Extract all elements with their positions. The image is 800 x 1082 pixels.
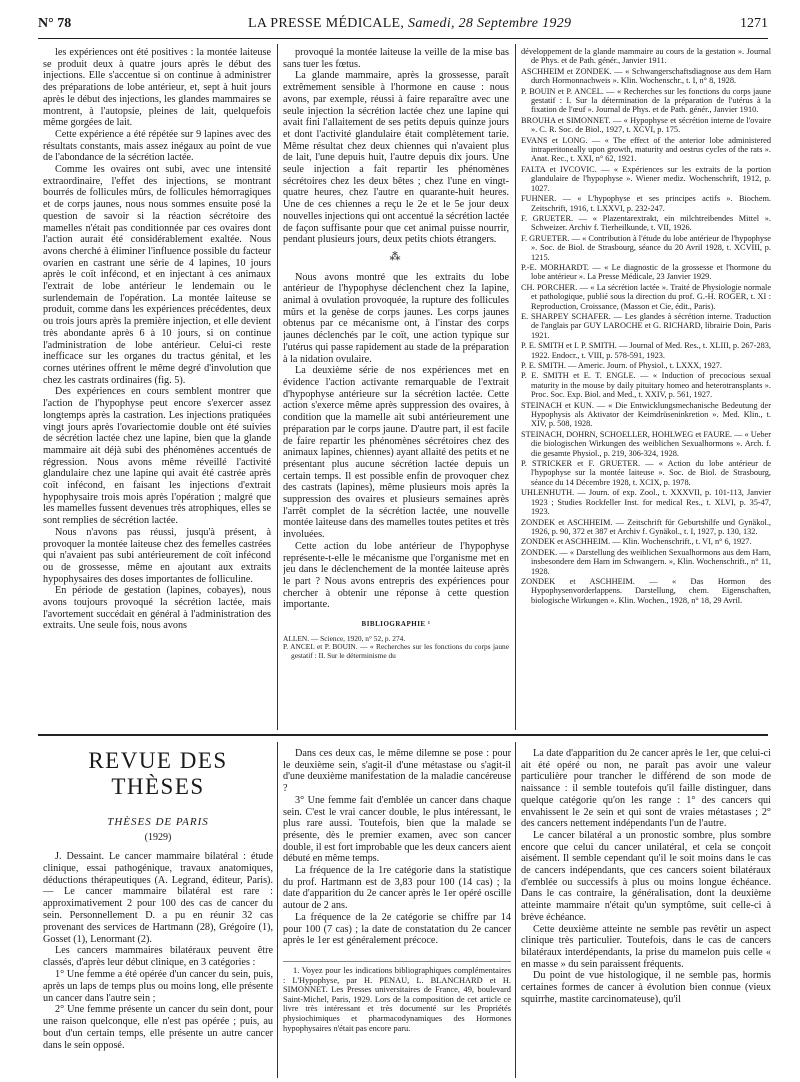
paragraph: Nous n'avons pas réussi, jusqu'à présent, à provoquer la montée laiteuse chez des femelles castrées qui n'avaient pas subi antérieurement de coït infécond ou de grossesse, même en ajoutant aux extraits hypophysaires des doses importantes de folliculine. [43,526,271,585]
bibliography-entry: ZONDEK et ASCHHEIM. — « Das Hormon des Hypophysenvorderlappens. Darstellung, chem. Eigenschaften, biologische Wirkungen ». Klin. Wochen., 1928, n° 18, 29 Avril. [521,576,771,605]
paragraph: Cette expérience a été répétée sur 9 lapines avec des résultats constants, mais assez inégaux au point de vue de l'abondance de la sécrétion lactée. [43,128,271,164]
section-asterism: ⁂ [389,250,403,263]
paragraph: Du point de vue histologique, il ne semble pas, hormis certaines formes de cancer à évolution bien connue (vieux squirrhe, mastite carcinomateuse), qu'il [521,970,771,1005]
paragraph: En période de gestation (lapines, cobayes), nous avons toujours provoqué la sécrétion lactée, mais l'avortement succédait en général à l'administration des extraits. Une seule fois, nous avons [43,585,271,632]
bibliography-entry: FALTA et IVCOVIC. — « Expériences sur les extraits de la portion glandulaire de l'hypophyse ». Wiener mediz. Wochenschrift, 1912, p. 1027. [521,164,771,193]
issue-date: Samedi, 28 Septembre 1929 [408,16,572,31]
bibliography-entry: ZONDEK. — « Darstellung des weiblichen Sexualhormons aus dem Harn, insbesondere dem Harn im Schwangern. », Klin. Wochenschrift., n° 11, 1928. [521,547,771,576]
bibliography-entry: STEINACH, DOHRN, SCHOELLER, HOHLWEG et FAURE. — « Ueber die biologischen Wirkungen des weiblichen Sexualhormons ». Arch. f. die gesamte Physiol., p. 219, 306-324, 1928. [521,429,771,458]
bibliography-entry: P. BOUIN et P. ANCEL. — « Recherches sur les fonctions du corps jaune gestatif : I. Sur la détermination de la préparation de l'utérus à la fixation de l'œuf ». Journal de Phys. et de Path. génér., Janvier 1910. [521,86,771,115]
bibliography-entry: P. E. SMITH. — Americ. Journ. of Physiol., t. LXXX, 1927. [521,361,722,370]
paragraph: La fréquence de la 2e catégorie se chiffre par 14 pour 100 (7 cas) ; la date de constatation du 2e cancer après le 1er est généralement précoce. [283,911,511,947]
bibliography-entry: ZONDEK et ASCHHEIM. — Zeitschrift für Geburtshilfe und Gynäkol., 1926, p. 90, 372 et 387 et Archiv f. Gynäkol., t. I, 1927, p. 130, 132. [521,517,771,536]
bibliography-entry: ASCHHEIM et ZONDEK. — « Schwangerschaftsdiagnose aus dem Harn durch Hormonnachweis ». Klin. Wochenschr., t. I, n° 8, 1928. [521,66,771,86]
bibliography-entry: EVANS et LONG. — « The effect of the anterior lobe administered intraperitoneally upon growth, maturity and oestrus cycles of the rats ». Anat. Rec., t. XXI, n° 62, 1921. [521,135,771,164]
bibliography-start [283,635,509,661]
section-title: REVUE DES THÈSES [88,748,228,799]
bibliography-heading: BIBLIOGRAPHIE ¹ [361,620,431,629]
paragraph: Le cancer bilatéral a un pronostic sombre, plus sombre encore que celui du cancer unilatéral, et cela se conçoit aisément. Il semble cependant qu'il le soit moins dans le cas de cancers indépendants, que ces cancers soient bilatéraux d'emblée ou successifs à plus ou moins longue échéance. Dans le cas contraire, la généralisation, dont la deuxième atteinte mammaire n'était qu'un symptôme, suit celle-ci à brève échéance. [521,829,771,923]
review-column-3 [521,748,771,1078]
section-rule [38,734,768,736]
paragraph: 1° Une femme a été opérée d'un cancer du sein, puis, après un laps de temps plus ou moins long, elle présente un cancer dans l'autre sein ; [43,968,273,1004]
bibliography-entry: CH. PORCHER. — « La sécrétion lactée ». Traité de Physiologie normale et pathologique, publié sous la direction du prof. G.-H. ROGER, t. XI : Reproduction, Croissance, (Masson et Cie, édit., Paris). [521,282,771,311]
article-column-2 [283,47,509,727]
page-number: 1271 [740,16,768,31]
bibliography-entry: UHLENHUTH. — Journ. of exp. Zool., t. XXXVII, p. 101-113, Janvier 1923 ; Studies Rockfeller Inst. for medical Res., t. XLVI, p. 35-47, 1923. [521,488,771,517]
column-divider [515,44,516,730]
bibliography-entry: P.-E. MORHARDT. — « Le diagnostic de la grossesse et l'hormone du lobe antérieur ». La Presse Médicale, 23 Janvier 1929. [521,262,771,282]
thesis-review-section [43,748,273,1052]
bibliography-entry: F. GRUETER. — « Contribution à l'étude du lobe antérieur de l'hypophyse ». Soc. de Biol. de Strasbourg, séance du 20 Avril 1928, t. XCVIII, p. 1215. [521,233,771,262]
bibliography-column [521,47,771,737]
bibliography-entry: développement de la glande mammaire au cours de la gestation ». Journal de Phys. et de Path. génér., Janvier 1911. [521,47,771,66]
bibliography-entry: P. ANCEL et P. BOUIN. — « Recherches sur les fonctions du corps jaune gestatif : II. Sur le déterminisme du [283,642,509,660]
footnote-text: 1. Voyez pour les indications bibliographiques complémentaires : L'Hypophyse, par H. PENAU, L. BLANCHARD et H. SIMONNET. Les Presses universitaires de France, 49, boulevard Saint-Michel, Paris, 1929. Lors de la composition de cet article ce livre très intéressant et très documenté sur les Propriétés physiochimiques et pharmacodynamiques des Hormones hypophysaires n'était pas encore paru. [283,965,511,1033]
bibliography-entry: FUHNER. — « L'hypophyse et ses principes actifs ». Biochem. Zeitschrift, 1916, t. LXXVI, p. 232-247. [521,194,771,213]
bibliography-entry: P. STRICKER et F. GRUETER. — « Action du lobe antérieur de l'hypophyse sur la montée laiteuse ». Soc. de Biol. de Strasbourg, séance du 14 Décembre 1928, t. XCIX, p. 1978. [521,459,771,487]
header-rule [38,38,768,39]
paragraph: Cette deuxième atteinte ne semble pas revêtir un aspect clinique très particulier. Toutefois, dans le cas de cancers bilatéraux interdépendants, la prise du mamelon puis celle « en masse » du sein paraissent fréquents. [521,923,771,970]
paragraph: 3° Une femme fait d'emblée un cancer dans chaque sein. C'est le vrai cancer double, le plus intéressant, le plus rare aussi. Toutefois, bien que la malade se présente, dès le premier examen, avec son cancer double, il est fort improbable que les deux cancers aient débuté en même temps. [283,794,511,865]
paragraph: Comme les ovaires ont subi, avec une intensité extraordinaire, l'effet des injections, se montrant bourrés de follicules mûrs, de follicules hémorragiques et de corps jaunes, nous nous sommes ensuite posé la question de savoir si la réaction sécrétoire des mamelles n'était pas conditionnée par ces ovaires dont l'action aurait été considérablement exaltée. Nous avons cherché à éliminer l'influence possible du facteur ovarien en castrant une série de 4 lapines, 10 jours après le coït infécond, et en injectant à ces animaux l'extrait de lobe antérieur le lendemain ou le surlendemain de l'opération. La montée laiteuse se produit, comme dans les expériences précédentes, deux ou trois jours après la première injection, et elle devient très abondante après 6 à 10 jours, si on continue l'administration de lobe antérieur. Celui-ci reste inefficace sur les organes du tractus génital, et les cornes utérines offrent le même degré d'involution que chez les castrats ordinaires (fig. 5). [43,164,271,386]
bibliography-entry: F. GRUETER. — « Plazentarextrakt, ein milchtreibendes Mittel ». Schweizer. Archiv f. Tierheilkunde, t. VII, 1926. [521,213,771,233]
paragraph: Les cancers mammaires bilatéraux peuvent être classés, d'après leur début clinique, en 3 catégories : [43,945,273,969]
paragraph: 2° Une femme présente un cancer du sein dont, pour une raison quelconque, elle n'est pas opérée ; puis, au bout d'un certain temps, elle présente un autre cancer dans le sein opposé. [43,1004,273,1051]
section-year: (1929) [144,832,172,843]
footnote [283,961,511,1033]
column-divider [515,742,516,1078]
column-divider [277,44,278,730]
journal-title: LA PRESSE MÉDICALE, Samedi, 28 Septembre 1929 [248,16,572,31]
bibliography-entry: ZONDEK et ASCHHEIM. — Klin. Wochenschrift., t. VI, n° 6, 1927. [521,537,752,547]
article-column-1 [43,47,271,727]
bibliography-entry: BROUHA et SIMONNET. — « Hypophyse et sécrétion interne de l'ovaire ». C. R. Soc. de Biol., 1927, t. XCVI, p. 175. [521,115,771,135]
section-subtitle: THÈSES DE PARIS [107,816,209,828]
bibliography-entry: P. E. SMITH et E. T. ENGLE. — « Induction of precocious sexual maturity in the mouse by daily pituitary homeo and heterotransplants ». Proc. Soc. Exp. Biol. and Med., t. XXIV, p. 561, 1927. [521,371,771,400]
page-header [38,14,768,36]
paragraph: Dans ces deux cas, le même dilemne se pose : pour le deuxième sein, s'agit-il d'une métastase ou s'agit-il d'une deuxième manifestation de la maladie cancéreuse ? [283,748,511,795]
paragraph: J. Dessaint. Le cancer mammaire bilatéral : étude clinique, essai pathogénique, travaux anatomiques, déductions thérapeutiques (A. Legrand, éditeur, Paris). — Le cancer mammaire bilatéral est rare : approximativement 2 pour 100 des cas de cancer du sein. Personnellement D. a pu en réunir 32 cas provenant des services de Hartmann (28), Grégoire (1), Gosset (1), Lenormant (2). [43,851,273,945]
paragraph: La date d'apparition du 2e cancer après le 1er, que celui-ci ait été opéré ou non, ne paraît pas avoir une valeur particulière pour trancher le différend de son mode de naissance : il semble toutefois qu'il faille distinguer, dans quelque catégorie qu'on les range : 1° des cancers qui envahissent le 2e sein et qui sont de vraies métastases ; 2° des cancers nettement indépendants l'un de l'autre. [521,748,771,830]
review-column-2 [283,748,511,1078]
paragraph: La glande mammaire, après la grossesse, paraît extrêmement sensible à l'hormone en cause : nous avons, par exemple, réussi à faire reparaître avec une seule injection la sécrétion lactée chez une lapine qui avait fini l'allaitement de ses petits depuis quinze jours et dont l'activité glandulaire était complètement tarie. Même résultat chez deux chiennes qui n'avaient plus de lait, l'une depuis huit, l'autre depuis dix jours. Une seule injection a fait repartir les phénomènes sécrétoires chez les deux bêtes ; chez l'une en vingt-quatre heures, chez l'autre en quarante-huit heures. Une de ces chiennes a reçu le 2e et le 5e jour deux nouvelles injections qui ont accentué la sécrétion lactée de façon suffisante pour que cet animal puisse nourrir, pendant plusieurs jours, deux petits chiots étrangers. [283,70,509,246]
paragraph: La fréquence de la 1re catégorie dans la statistique du prof. Hartmann est de 3,83 pour 100 (14 cas) ; la date d'apparition du 2e cancer après le 1er opéré oscille autour de 2 ans. [283,865,511,912]
review-text [43,851,273,1052]
paragraph: La deuxième série de nos expériences met en évidence l'action activante remarquable de l'extrait d'hypophyse antérieure sur la sécrétion lactée. Cette action s'exerce même après suppression des ovaires, à condition que la mamelle ait subi antérieurement une préparation par le corps jaune. D'autre part, il est facile de faire repartir les phénomènes sécrétoires chez des animaux lapines, chiennes) ayant allaité des petits et ne présentant plus aucune sécrétion lactée depuis un certain temps. Il est possible enfin de provoquer chez des castrats (lapines), même plusieurs mois après la suppression des ovaires et plusieurs semaines après l'arrêt complet de la sécrétion lactée, une nouvelle montée laiteuse dans des mamelles toutes petites et très involuées. [283,365,509,541]
paragraph: Nous avons montré que les extraits du lobe antérieur de l'hypophyse déclenchent chez la lapine, animal à ovulation provoquée, la rupture des follicules mûrs et la genèse de corps jaunes. Les corps jaunes obtenus par ce mécanisme ont, à l'instar des corps jaunes déclenchés par le coït, une action typique sur l'utérus qui passe rapidement au stade de la préparation à la nidation ovulaire. [283,271,509,365]
paragraph: les expériences ont été positives : la montée laiteuse se produit deux à quatre jours après le début des injections. Elle s'accentue si on continue à administrer des préparations de lobe antérieur, et, sept à huit jours après le début des injections, les glandes mammaires se montrent, à l'autopsie, pleines de lait, quelquefois même gorgées de lait. [43,47,271,129]
issue-number: N° 78 [38,16,72,31]
bibliography-entry: P. E. SMITH et I. P. SMITH. — Journal of Med. Res., t. XLIII, p. 267-283, 1922. Endocr., t. VIII, p. 578-591, 1923. [521,341,771,360]
paragraph: Cette action du lobe antérieur de l'hypophyse représente-t-elle le mécanisme que l'organisme met en jeu dans le déclenchement de la montée laiteuse après le part ? Nous avons entrepris des expériences pour chercher à obtenir une réponse à cette question importante. [283,540,509,611]
column-divider [277,742,278,1078]
bibliography-entry: ALLEN. — Science, 1920, n° 52, p. 274. [283,633,406,643]
paragraph: provoqué la montée laiteuse la veille de la mise bas sans tuer les fœtus. [283,47,509,70]
paragraph: Des expériences en cours semblent montrer que l'action de l'hypophyse peut encore s'exercer assez longtemps après la castration. Les injections pratiquées vingt jours après l'ovariectomie double ont été suivies de sécrétion lactée chez une lapine, bien que la glande mammaire ait déjà subi des phénomènes accentués de régression. Nous avons même réveillé l'activité glandulaire chez une lapine qui avait été castrée après coït infécond, en faisant les injections d'extrait hypophysaire trois mois après l'opération ; malgré que les mamelles fussent devenues très atrophiques, elles se sont remplies de sécrétion lactée. [43,386,271,527]
bibliography-entry: E. SHARPEY SCHAFER. — Les glandes à sécrétion interne. Traduction de l'anglais par GUY LAROCHE et G. RICHARD, librairie Doin, Paris 1921. [521,311,771,340]
bibliography-entry: STEINACH et KUN. — « Die Entwicklungsmechanische Bedeutung der Hypophysis als Aktivator der Keimdrüseninkretion ». Med. Klin., t. XIV, p. 508, 1928. [521,400,771,429]
